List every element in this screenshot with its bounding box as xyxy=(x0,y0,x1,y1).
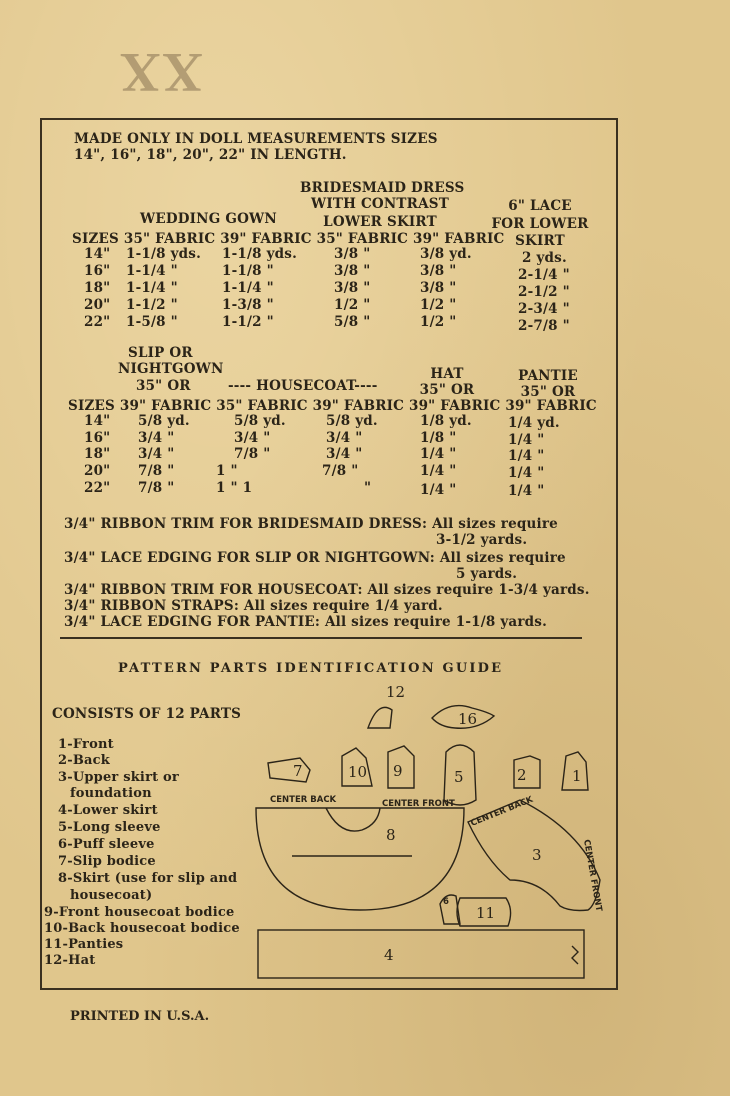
t1-header-brides-3: LOWER SKIRT xyxy=(323,214,437,230)
t2-r0-c1: 5/8 yd. xyxy=(138,413,190,429)
t1-r2-c4: 3/8 " xyxy=(420,280,457,296)
t1-r1-c5: 2-1/4 " xyxy=(518,267,570,283)
t2-header-slip-2: NIGHTGOWN xyxy=(118,361,224,377)
t2-header-housecoat: ---- HOUSECOAT---- xyxy=(228,378,378,394)
center-front-label: CENTER FRONT xyxy=(382,799,455,809)
t2-header-pantie-2: 35" OR xyxy=(520,384,576,400)
t1-r2-c1: 1-1/4 " xyxy=(126,280,178,296)
t1-r0-c4: 3/8 yd. xyxy=(420,246,472,262)
t1-r3-c2: 1-3/8 " xyxy=(222,297,274,313)
t2-r3-c3: 7/8 " xyxy=(322,463,359,479)
t2-r3-c2: 1 " xyxy=(216,463,238,479)
t1-r4-c4: 1/2 " xyxy=(420,314,457,330)
t2-r4-c0: 22" xyxy=(84,480,111,496)
piece-number: 5 xyxy=(454,768,464,786)
t1-header-row: SIZES 35" FABRIC 39" FABRIC 35" FABRIC 39" FABRIC xyxy=(72,231,505,247)
guide-title: PATTERN PARTS IDENTIFICATION GUIDE xyxy=(118,661,504,676)
t2-header-slip-1: SLIP OR xyxy=(128,345,193,361)
piece-number: 10 xyxy=(348,763,368,781)
t1-r1-c0: 16" xyxy=(84,263,111,279)
t1-r0-c1: 1-1/8 yds. xyxy=(126,246,201,262)
part-item: 4-Lower skirt xyxy=(58,803,158,818)
t1-r4-c3: 5/8 " xyxy=(334,314,371,330)
note-slip-lace: 3/4" LACE EDGING FOR SLIP OR NIGHTGOWN: All sizes require xyxy=(64,550,566,566)
part-item: 7-Slip bodice xyxy=(58,854,156,869)
t2-r2-c2: 7/8 " xyxy=(234,446,271,462)
t2-header-row: SIZES 39" FABRIC 35" FABRIC 39" FABRIC 39" FABRIC 39" FABRIC xyxy=(68,398,597,414)
guide-consists: CONSISTS OF 12 PARTS xyxy=(52,706,242,722)
t1-r0-c5: 2 yds. xyxy=(522,250,567,266)
t2-r1-c5: 1/4 " xyxy=(508,432,545,448)
t2-r4-c1: 7/8 " xyxy=(138,480,175,496)
piece-number: 6 xyxy=(443,897,449,907)
t1-r2-c3: 3/8 " xyxy=(334,280,371,296)
t2-r0-c2: 5/8 yd. xyxy=(234,413,286,429)
part-item: 1-Front xyxy=(58,737,114,752)
t1-r1-c2: 1-1/8 " xyxy=(222,263,274,279)
t2-r3-c1: 7/8 " xyxy=(138,463,175,479)
part-item: 12-Hat xyxy=(44,953,96,968)
t1-r3-c4: 1/2 " xyxy=(420,297,457,313)
t2-r3-c0: 20" xyxy=(84,463,111,479)
t2-r1-c3: 3/4 " xyxy=(326,430,363,446)
part-item: 11-Panties xyxy=(44,937,124,952)
piece-2-back xyxy=(514,756,540,788)
t2-r2-c0: 18" xyxy=(84,446,111,462)
t2-r1-c2: 3/4 " xyxy=(234,430,271,446)
piece-number: 2 xyxy=(517,766,527,784)
t2-r4-c2: 1 " 1 xyxy=(216,480,253,496)
note-pantie-lace: 3/4" LACE EDGING FOR PANTIE: All sizes require 1-1/8 yards. xyxy=(64,614,548,630)
t2-header-pantie-1: PANTIE xyxy=(518,368,578,384)
piece-11-panties xyxy=(457,898,511,926)
piece-number: 11 xyxy=(476,904,496,922)
piece-number: 9 xyxy=(393,762,403,780)
note-ribbon-straps: 3/4" RIBBON STRAPS: All sizes require 1/4 yard. xyxy=(64,598,443,614)
t1-r3-c1: 1-1/2 " xyxy=(126,297,178,313)
t2-r0-c5: 1/4 yd. xyxy=(508,415,560,431)
intro-line-1: MADE ONLY IN DOLL MEASUREMENTS SIZES xyxy=(74,131,438,147)
t1-header-lace-3: SKIRT xyxy=(515,233,565,249)
part-item: 9-Front housecoat bodice xyxy=(44,905,235,920)
t1-r4-c5: 2-7/8 " xyxy=(518,318,570,334)
t1-r2-c2: 1-1/4 " xyxy=(222,280,274,296)
piece-number: 8 xyxy=(386,826,396,844)
center-back-label-2: CENTER BACK xyxy=(469,794,535,829)
t2-r0-c3: 5/8 yd. xyxy=(326,413,378,429)
center-back-label: CENTER BACK xyxy=(270,795,337,805)
t2-r4-c3: " xyxy=(364,480,372,496)
part-item: housecoat) xyxy=(70,888,153,903)
t1-r1-c4: 3/8 " xyxy=(420,263,457,279)
t2-header-slip-3: 35" OR xyxy=(136,378,191,394)
piece-1-front xyxy=(562,752,588,790)
t1-r4-c1: 1-5/8 " xyxy=(126,314,178,330)
t1-r4-c0: 22" xyxy=(84,314,111,330)
t2-header-hat-1: HAT xyxy=(430,366,464,382)
part-item: foundation xyxy=(70,786,152,801)
t2-r2-c3: 3/4 " xyxy=(326,446,363,462)
piece-5-long-sleeve xyxy=(444,745,476,805)
part-item: 3-Upper skirt or xyxy=(58,770,179,785)
t1-r1-c1: 1-1/4 " xyxy=(126,263,178,279)
t1-header-lace-2: FOR LOWER xyxy=(491,216,589,232)
piece-8-skirt xyxy=(256,795,464,910)
t2-r2-c5: 1/4 " xyxy=(508,448,545,464)
t1-r2-c5: 2-1/2 " xyxy=(518,284,570,300)
t1-r0-c0: 14" xyxy=(84,246,111,262)
piece-9-front-housecoat-bodice xyxy=(388,746,414,788)
piece-number: 12 xyxy=(386,683,406,701)
t1-r0-c3: 3/8 " xyxy=(334,246,371,262)
t1-r3-c5: 2-3/4 " xyxy=(518,301,570,317)
part-item: 2-Back xyxy=(58,753,110,768)
note-bridesmaid-ribbon: 3/4" RIBBON TRIM FOR BRIDESMAID DRESS: All sizes require xyxy=(64,516,558,532)
t2-header-hat-2: 35" OR xyxy=(419,382,475,398)
t2-r4-c5: 1/4 " xyxy=(508,483,545,499)
piece-16 xyxy=(432,706,494,729)
t1-header-lace-1: 6" LACE xyxy=(508,198,572,214)
note-slip-lace-yards: 5 yards. xyxy=(456,566,518,582)
t2-r0-c4: 1/8 yd. xyxy=(420,413,472,429)
part-item: 6-Puff sleeve xyxy=(58,837,155,852)
t2-r2-c1: 3/4 " xyxy=(138,446,175,462)
piece-number: 3 xyxy=(532,846,542,864)
part-item: 8-Skirt (use for slip and xyxy=(58,871,238,886)
part-item: 10-Back housecoat bodice xyxy=(44,921,240,936)
t2-r1-c4: 1/8 " xyxy=(420,430,457,446)
piece-number: 7 xyxy=(293,762,303,780)
t1-r4-c2: 1-1/2 " xyxy=(222,314,274,330)
piece-12-hat xyxy=(368,683,405,728)
t1-header-brides-2: WITH CONTRAST xyxy=(311,196,449,212)
t1-header-brides-1: BRIDESMAID DRESS xyxy=(300,180,465,196)
t2-r4-c4: 1/4 " xyxy=(420,482,457,498)
note-bridesmaid-ribbon-yards: 3-1/2 yards. xyxy=(436,532,528,548)
piece-number: 4 xyxy=(384,946,394,964)
t1-r1-c3: 3/8 " xyxy=(334,263,371,279)
note-housecoat-ribbon: 3/4" RIBBON TRIM FOR HOUSECOAT: All sizes require 1-3/4 yards. xyxy=(64,582,590,598)
t1-r2-c0: 18" xyxy=(84,280,111,296)
piece-10-back-housecoat-bodice xyxy=(342,748,372,786)
printed-in-usa: PRINTED IN U.S.A. xyxy=(70,1009,210,1024)
piece-number: 1 xyxy=(572,767,582,785)
t1-r0-c2: 1-1/8 yds. xyxy=(222,246,297,262)
piece-3-upper-skirt xyxy=(468,795,604,913)
piece-7-slip-bodice xyxy=(268,758,310,782)
t2-r1-c1: 3/4 " xyxy=(138,430,175,446)
intro-line-2: 14", 16", 18", 20", 22" IN LENGTH. xyxy=(74,147,347,163)
t1-r3-c3: 1/2 " xyxy=(334,297,371,313)
piece-4-lower-skirt xyxy=(258,930,584,978)
t2-r2-c4: 1/4 " xyxy=(420,446,457,462)
t2-r3-c4: 1/4 " xyxy=(420,463,457,479)
stamp-mark: XX xyxy=(118,41,203,103)
piece-number: 16 xyxy=(458,710,478,728)
t1-r3-c0: 20" xyxy=(84,297,111,313)
t2-r0-c0: 14" xyxy=(84,413,111,429)
center-front-label-2: CENTER FRONT xyxy=(581,838,604,913)
t2-r3-c5: 1/4 " xyxy=(508,465,545,481)
t2-r1-c0: 16" xyxy=(84,430,111,446)
t1-header-wedding: WEDDING GOWN xyxy=(140,211,277,227)
part-item: 5-Long sleeve xyxy=(58,820,161,835)
